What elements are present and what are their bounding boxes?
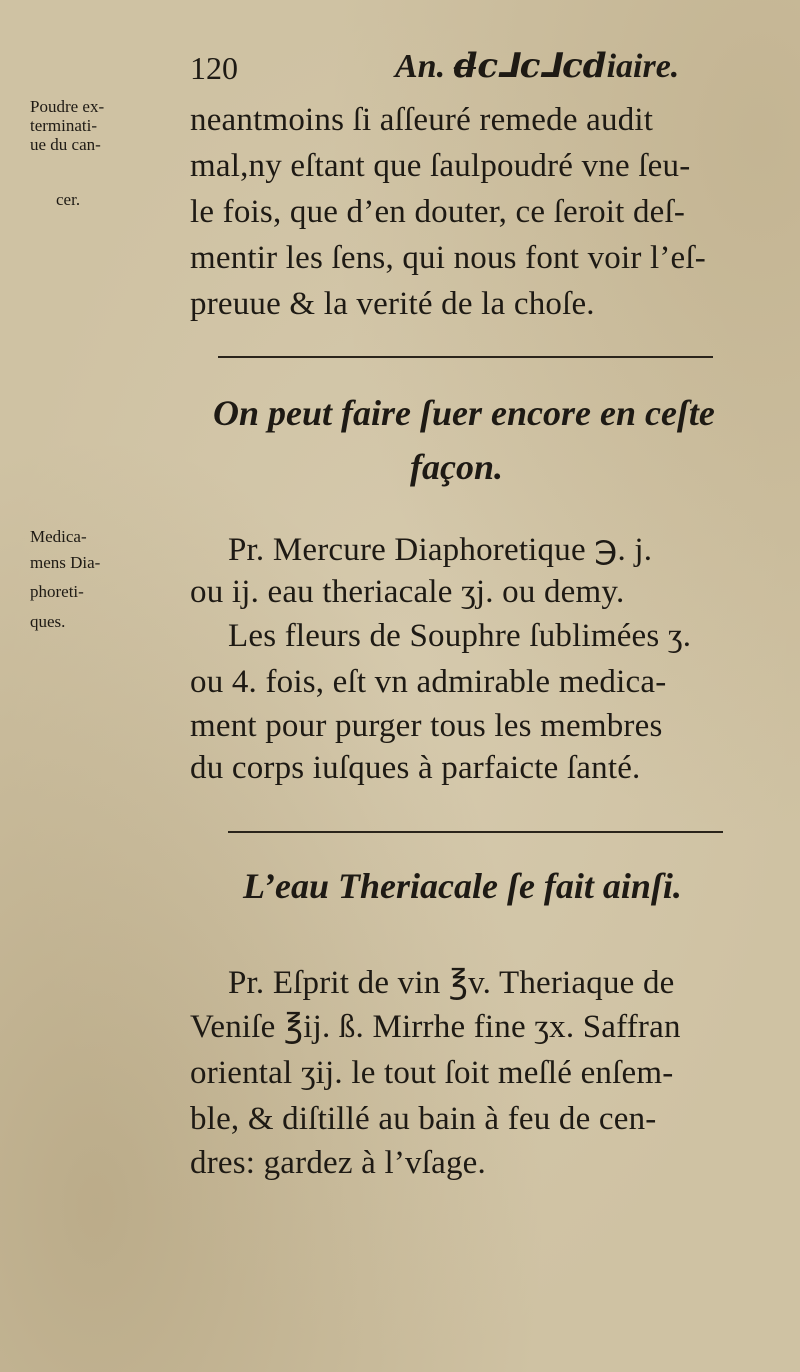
text-line: du corps iuſques à parfaicte ſanté.: [190, 750, 641, 786]
text-line: preuue & la verité de la choſe.: [190, 286, 595, 322]
text-line: oriental ʒij. le tout ſoit meſlé enſem-: [190, 1055, 674, 1091]
running-title: An. ⅾ̶ⅽ⅃ⅽ⅃ⅽⅾiaire.: [395, 48, 680, 85]
page-number: 120: [190, 50, 238, 86]
text-line: dres: gardez à l’vſage.: [190, 1145, 486, 1181]
margin-note-line: ue du can-: [30, 135, 101, 154]
section-rule: [228, 831, 723, 833]
section-heading: On peut faire ſuer encore en ceſte: [213, 393, 715, 433]
margin-note-line: Medica-: [30, 527, 87, 546]
text-line: mal,ny eſtant que ſaulpoudré vne ſeu-: [190, 148, 691, 184]
text-line: ou 4. fois, eſt vn admirable medica-: [190, 664, 667, 700]
text-line: Les fleurs de Souphre ſublimées ʒ.: [228, 618, 692, 654]
text-line: ou ij. eau theriacale ʒj. ou demy.: [190, 574, 625, 610]
text-line: ment pour purger tous les membres: [190, 708, 663, 744]
margin-note-line: mens Dia-: [30, 553, 101, 572]
margin-note-line: terminati-: [30, 116, 98, 135]
text-line: Pr. Mercure Diaphoretique ℈. j.: [228, 532, 653, 568]
text-line: mentir les ſens, qui nous font voir l’eſ-: [190, 240, 706, 276]
section-heading-continuation: façon.: [410, 447, 503, 487]
margin-note-line: cer.: [56, 190, 81, 209]
section-heading: L’eau Theriacale ſe fait ainſi.: [243, 866, 682, 906]
text-line: Pr. Eſprit de vin ℥v. Theriaque de: [228, 965, 675, 1001]
text-line: ble, & diſtillé au bain à feu de cen-: [190, 1101, 657, 1137]
text-line: le fois, que d’en douter, ce ſeroit deſ-: [190, 194, 686, 230]
margin-note-line: ques.: [30, 612, 66, 631]
text-line: neantmoins ſi aſſeuré remede audit: [190, 102, 654, 138]
text-line: Veniſe ℥ij. ß. Mirrhe fine ʒx. Saffran: [190, 1009, 681, 1045]
margin-note-line: phoreti-: [30, 582, 84, 601]
section-rule: [218, 356, 713, 358]
margin-note-line: Poudre ex-: [30, 97, 105, 116]
